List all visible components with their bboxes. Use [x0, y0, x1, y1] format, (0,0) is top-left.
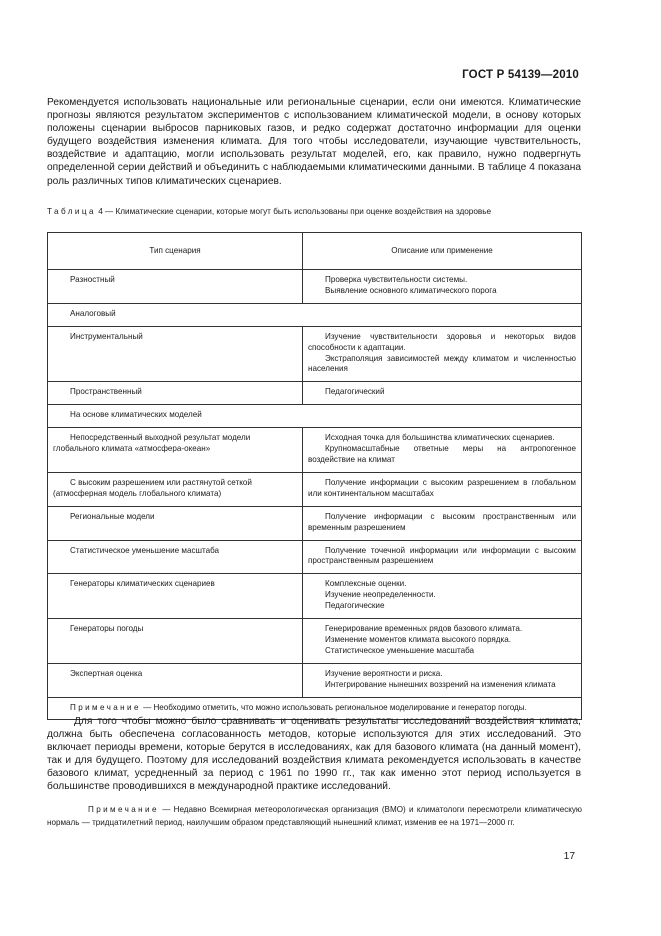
table-row [48, 663, 582, 697]
table-row [48, 540, 582, 574]
description-line: Экстраполяция зависимостей между климатом и численностью населения [308, 353, 576, 374]
column-header-description: Описание или применение [303, 233, 582, 270]
scenario-type-cell: Разностный [48, 270, 303, 304]
description-line: Изменение моментов климата высокого порядка. [325, 634, 511, 644]
body-paragraph: Для того чтобы можно было сравнивать и оценивать результаты исследований воздействия климата, должна быть обеспечена согласованность методов, которые используются для этих исследований. Это включает периоды времени, которые берутся в исследованиях, как для базового климата (на данный момент), так и для будущего. Поэтому для исследований воздействия климата рекомендуется использовать в качестве базового климат, усредненный за период с 1961 по 1990 гг., так как именно этот период используется в большинстве проводившихся в международной практике исследований. [47, 716, 581, 793]
description-line: Педагогический [325, 387, 385, 397]
footnote-label: Примечание [88, 805, 159, 814]
description-line: Получение точечной информации или информации с высоким пространственным разрешением [308, 545, 576, 566]
climate-scenarios-table [47, 232, 582, 720]
scenario-description-cell [303, 270, 582, 304]
table-row [48, 405, 582, 428]
description-line: Статистическое уменьшение масштаба [325, 645, 475, 655]
description-line: Изучение вероятности и риска. [325, 668, 443, 678]
description-line: Получение информации с высоким пространственным или временным разрешением [308, 511, 576, 532]
table-note-text: — Необходимо отметить, что можно использовать региональное моделирование и генератор погоды. [143, 702, 527, 712]
intro-paragraph: Рекомендуется использовать национальные или региональные сценарии, если они имеются. Климатические прогнозы являются результатом экспериментов с использованием климатической модели, в основу которых положены сценарии выбросов парниковых газов, и редко содержат достаточно информации для оценки будущего воздействия изменения климата. Для того чтобы исследователи, изучающие чувствительность, воздействие и адаптацию, могли использовать результат моделей, его, как правило, нужно подвергнуть определенной серии действий и объединить с наблюдаемыми климатическими данными. В таблице 4 показана роль различных типов климатических сценариев. [47, 97, 581, 187]
table-caption-word: Таблица [47, 207, 96, 216]
table-row [48, 472, 582, 506]
scenario-type-cell: С высоким разрешением или растянутой сеткой (атмосферная модель глобального климата) [48, 472, 303, 506]
scenario-description-cell [303, 382, 582, 405]
scenario-description-cell [303, 619, 582, 664]
scenario-type-cell: Генераторы климатических сценариев [48, 574, 303, 619]
section-row-label: Аналоговый [48, 303, 582, 326]
scenario-description-cell [303, 428, 582, 473]
description-line: Получение информации с высоким разрешением в глобальном или континентальном масштабах [308, 477, 576, 498]
scenario-type-cell: Статистическое уменьшение масштаба [48, 540, 303, 574]
scenario-description-cell [303, 506, 582, 540]
table-row [48, 270, 582, 304]
description-line: Проверка чувствительности системы. [325, 275, 468, 284]
table-body [48, 270, 582, 720]
scenario-type-cell: Региональные модели [48, 506, 303, 540]
description-line: Изучение чувствительности здоровья и некоторых видов способности к адаптации. [308, 331, 576, 352]
table-row [48, 326, 582, 382]
table-row [48, 506, 582, 540]
scenario-type-cell: Инструментальный [48, 326, 303, 382]
scenario-type-cell: Генераторы погоды [48, 619, 303, 664]
scenario-description-cell [303, 540, 582, 574]
table-row [48, 574, 582, 619]
page-number: 17 [563, 851, 575, 862]
description-line: Комплексные оценки. [325, 579, 407, 589]
table-row [48, 382, 582, 405]
scenario-type-cell: Непосредственный выходной результат модели глобального климата «атмосфера-океан» [48, 428, 303, 473]
footnote-text: — Недавно Всемирная метеорологическая организация (ВМО) и климатологи пересмотрели климатическую нормаль — тридцатилетний период, наилучшим образом представляющий нынешний климат, изменив ее на 1971—2000 гг. [47, 805, 583, 827]
column-header-type: Тип сценария [48, 233, 303, 270]
description-line: Интегрирование нынешних воззрений на изменения климата [325, 679, 556, 689]
document-id: ГОСТ Р 54139—2010 [462, 69, 579, 81]
scenario-description-cell [303, 472, 582, 506]
table-row [48, 619, 582, 664]
scenario-description-cell [303, 574, 582, 619]
description-line: Изучение неопределенности. [325, 590, 436, 600]
description-line: Генерирование временных рядов базового климата. [325, 624, 523, 634]
section-row-label: На основе климатических моделей [48, 405, 582, 428]
footnote [47, 804, 582, 829]
scenario-description-cell [303, 326, 582, 382]
description-line: Исходная точка для большинства климатических сценариев. [325, 433, 555, 443]
scenario-type-cell: Экспертная оценка [48, 663, 303, 697]
table-header-row [48, 233, 582, 270]
scenario-description-cell [303, 663, 582, 697]
scenario-type-cell: Пространственный [48, 382, 303, 405]
description-line: Крупномасштабные ответные меры на антропогенное воздействие на климат [308, 444, 576, 464]
table-row [48, 428, 582, 473]
table-note-label: Примечание [70, 702, 141, 712]
description-line: Педагогические [325, 601, 385, 611]
table-caption [47, 206, 587, 217]
table-caption-text: 4 — Климатические сценарии, которые могут быть использованы при оценке воздействия на здоровье [98, 207, 492, 216]
description-line: Выявление основного климатического порога [325, 285, 497, 295]
table-row [48, 303, 582, 326]
